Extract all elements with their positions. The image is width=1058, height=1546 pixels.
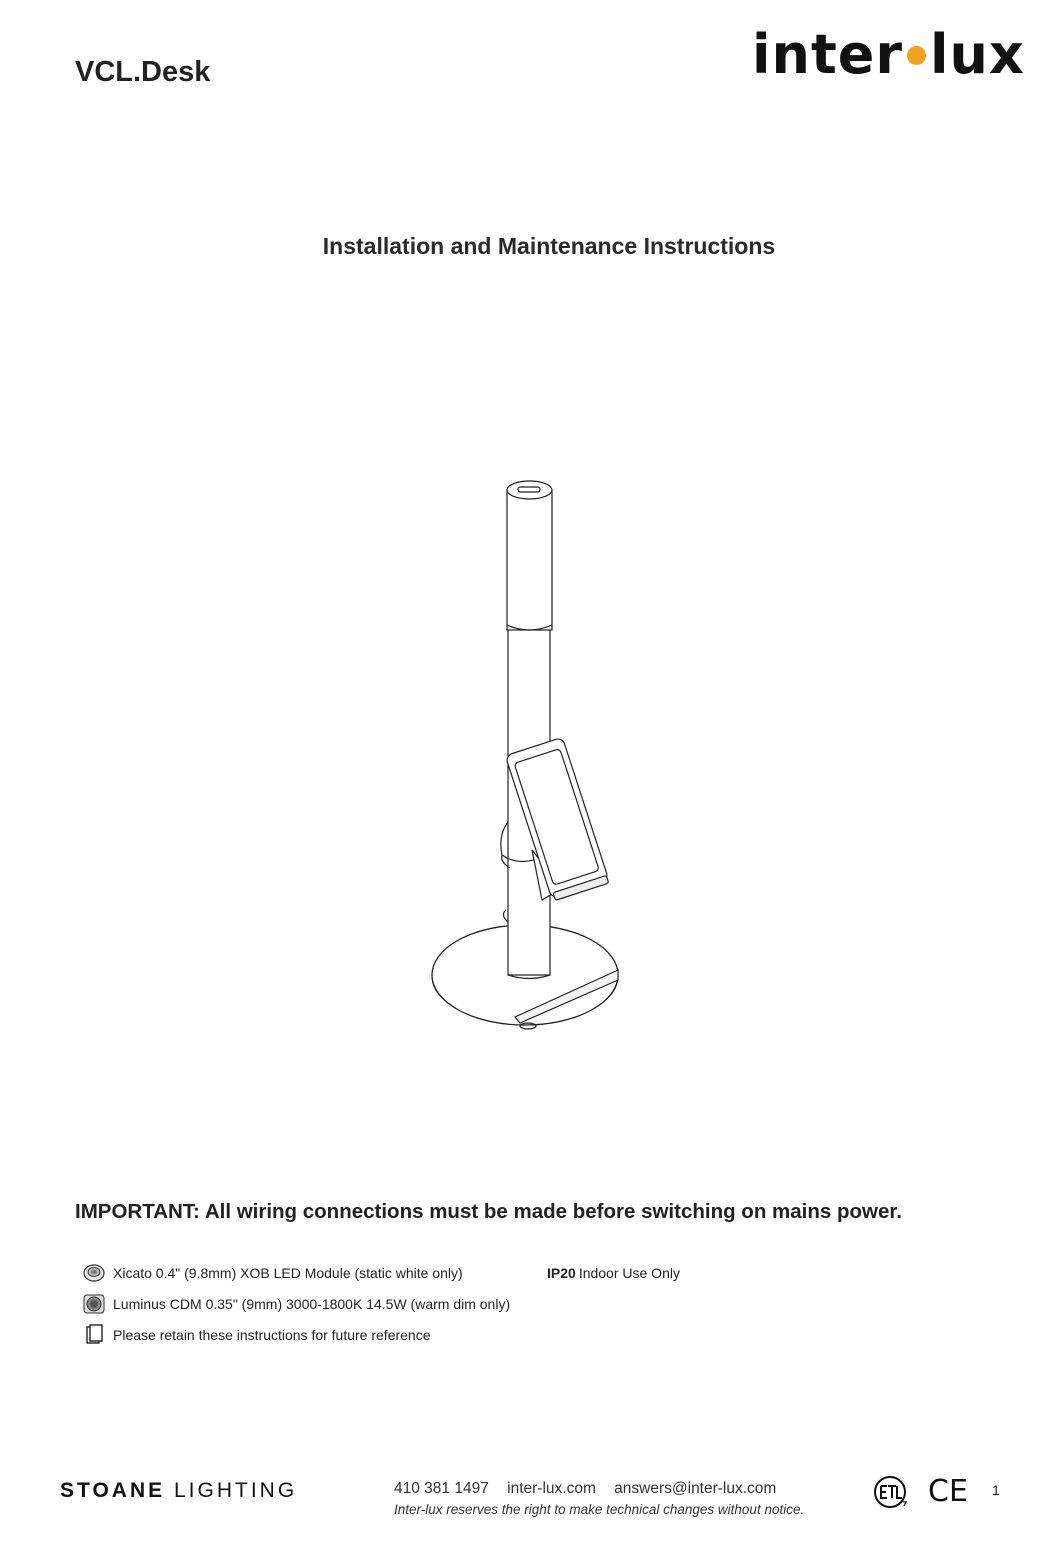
logo-text-right: lux	[930, 23, 1025, 86]
inter-lux-logo	[752, 23, 1025, 86]
product-title: VCL.Desk	[75, 56, 211, 88]
spec-xicato	[83, 1263, 463, 1283]
stoane-lighting-logo	[60, 1479, 297, 1503]
footer-contact	[394, 1480, 790, 1498]
logo-dot	[907, 46, 926, 65]
ip-code: IP20	[547, 1265, 576, 1281]
footer-website-link[interactable]: inter-lux.com	[507, 1480, 596, 1497]
footer-disclaimer: Inter-lux reserves the right to make technical changes without notice.	[394, 1502, 805, 1517]
spec-xicato-text: Xicato 0.4" (9.8mm) XOB LED Module (static white only)	[113, 1265, 463, 1281]
ce-mark-icon: CE	[928, 1474, 968, 1509]
luminus-led-icon	[83, 1294, 105, 1314]
spec-retain-text: Please retain these instructions for future reference	[113, 1327, 431, 1343]
ip-rating	[547, 1265, 680, 1281]
ip-text: Indoor Use Only	[578, 1265, 680, 1281]
important-notice: IMPORTANT: All wiring connections must be made before switching on mains power.	[75, 1200, 902, 1223]
spec-luminus-text: Luminus CDM 0.35" (9mm) 3000-1800K 14.5W (warm dim only)	[113, 1296, 511, 1312]
etl-listed-mark-icon	[873, 1474, 911, 1510]
spec-luminus	[83, 1294, 510, 1314]
page-number: 1	[992, 1482, 1000, 1498]
lamp-illustration	[420, 470, 640, 1050]
retain-instructions-icon	[83, 1324, 105, 1346]
footer-brand-light: LIGHTING	[173, 1479, 298, 1502]
document-heading: Installation and Maintenance Instructions	[322, 233, 776, 259]
footer-email-link[interactable]: answers@inter-lux.com	[614, 1480, 777, 1497]
footer-brand-strong: STOANE	[60, 1479, 166, 1502]
xicato-led-icon	[83, 1263, 105, 1283]
footer-phone: 410 381 1497	[394, 1480, 489, 1497]
logo-text-left: inter	[752, 23, 904, 86]
spec-retain	[83, 1324, 431, 1346]
